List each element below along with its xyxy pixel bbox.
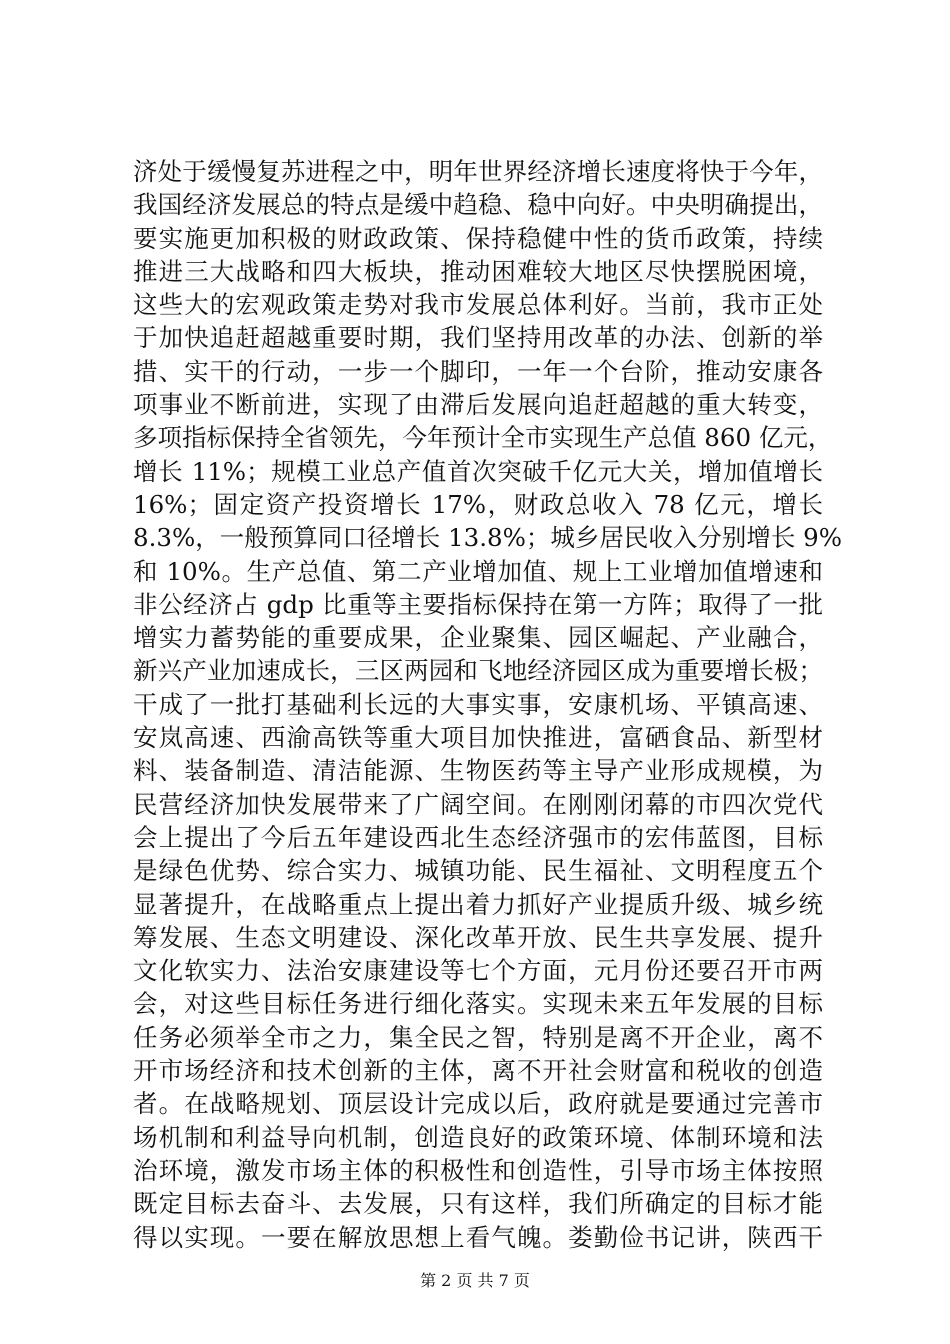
text-line: 新兴产业加速成长，三区两园和飞地经济园区成为重要增长极； <box>133 656 823 686</box>
text-line: 料、装备制造、清洁能源、生物医药等主导产业形成规模，为 <box>133 756 823 786</box>
text-line: 治环境，激发市场主体的积极性和创造性，引导市场主体按照 <box>133 1155 823 1185</box>
text-line: 文化软实力、法治安康建设等七个方面，元月份还要召开市两 <box>133 956 823 986</box>
text-line: 开市场经济和技术创新的主体，离不开社会财富和税收的创造 <box>133 1056 823 1086</box>
text-line: 推进三大战略和四大板块，推动困难较大地区尽快摆脱困境， <box>133 256 823 286</box>
text-line: 得以实现。一要在解放思想上看气魄。娄勤俭书记讲，陕西干 <box>133 1222 823 1252</box>
text-line: 增实力蓄势能的重要成果，企业聚集、园区崛起、产业融合， <box>133 623 823 653</box>
text-line: 这些大的宏观政策走势对我市发展总体利好。当前，我市正处 <box>133 290 823 320</box>
text-line: 会上提出了今后五年建设西北生态经济强市的宏伟蓝图，目标 <box>133 822 823 852</box>
text-line: 8.3%，一般预算同口径增长 13.8%；城乡居民收入分别增长 9% <box>133 523 843 553</box>
text-line: 16%；固定资产投资增长 17%，财政总收入 78 亿元，增长 <box>133 489 823 519</box>
text-line: 于加快追赶超越重要时期，我们坚持用改革的办法、创新的举 <box>133 323 823 353</box>
text-line: 筹发展、生态文明建设、深化改革开放、民生共享发展、提升 <box>133 922 823 952</box>
text-line: 项事业不断前进，实现了由滞后发展向追赶超越的重大转变， <box>133 390 823 420</box>
text-line: 增长 11%；规模工业总产值首次突破千亿元大关，增加值增长 <box>133 456 823 486</box>
body-paragraph <box>133 155 843 1254</box>
page-number-footer: 第 2 页 共 7 页 <box>420 1271 530 1290</box>
text-line: 要实施更加积极的财政政策、保持稳健中性的货币政策，持续 <box>133 223 823 253</box>
text-line: 民营经济加快发展带来了广阔空间。在刚刚闭幕的市四次党代 <box>133 789 823 819</box>
text-line: 任务必须举全市之力，集全民之智，特别是离不开企业，离不 <box>133 1022 823 1052</box>
text-line: 我国经济发展总的特点是缓中趋稳、稳中向好。中央明确提出， <box>133 190 823 220</box>
text-line: 是绿色优势、综合实力、城镇功能、民生福祉、文明程度五个 <box>133 856 823 886</box>
text-line: 者。在战略规划、顶层设计完成以后，政府就是要通过完善市 <box>133 1089 823 1119</box>
text-line: 会，对这些目标任务进行细化落实。实现未来五年发展的目标 <box>133 989 823 1019</box>
text-line: 非公经济占 gdp 比重等主要指标保持在第一方阵；取得了一批 <box>133 589 823 619</box>
text-line: 既定目标去奋斗、去发展，只有这样，我们所确定的目标才能 <box>133 1189 823 1219</box>
text-line: 显著提升，在战略重点上提出着力抓好产业提质升级、城乡统 <box>133 889 823 919</box>
text-line: 场机制和利益导向机制，创造良好的政策环境、体制环境和法 <box>133 1122 823 1152</box>
text-line: 干成了一批打基础利长远的大事实事，安康机场、平镇高速、 <box>133 689 823 719</box>
text-line: 济处于缓慢复苏进程之中，明年世界经济增长速度将快于今年， <box>133 157 823 186</box>
text-line: 安岚高速、西渝高铁等重大项目加快推进，富硒食品、新型材 <box>133 723 823 753</box>
text-line: 和 10%。生产总值、第二产业增加值、规上工业增加值增速和 <box>133 556 823 586</box>
text-line: 措、实干的行动，一步一个脚印，一年一个台阶，推动安康各 <box>133 356 823 386</box>
text-line: 多项指标保持全省领先，今年预计全市实现生产总值 860 亿元， <box>133 423 833 453</box>
